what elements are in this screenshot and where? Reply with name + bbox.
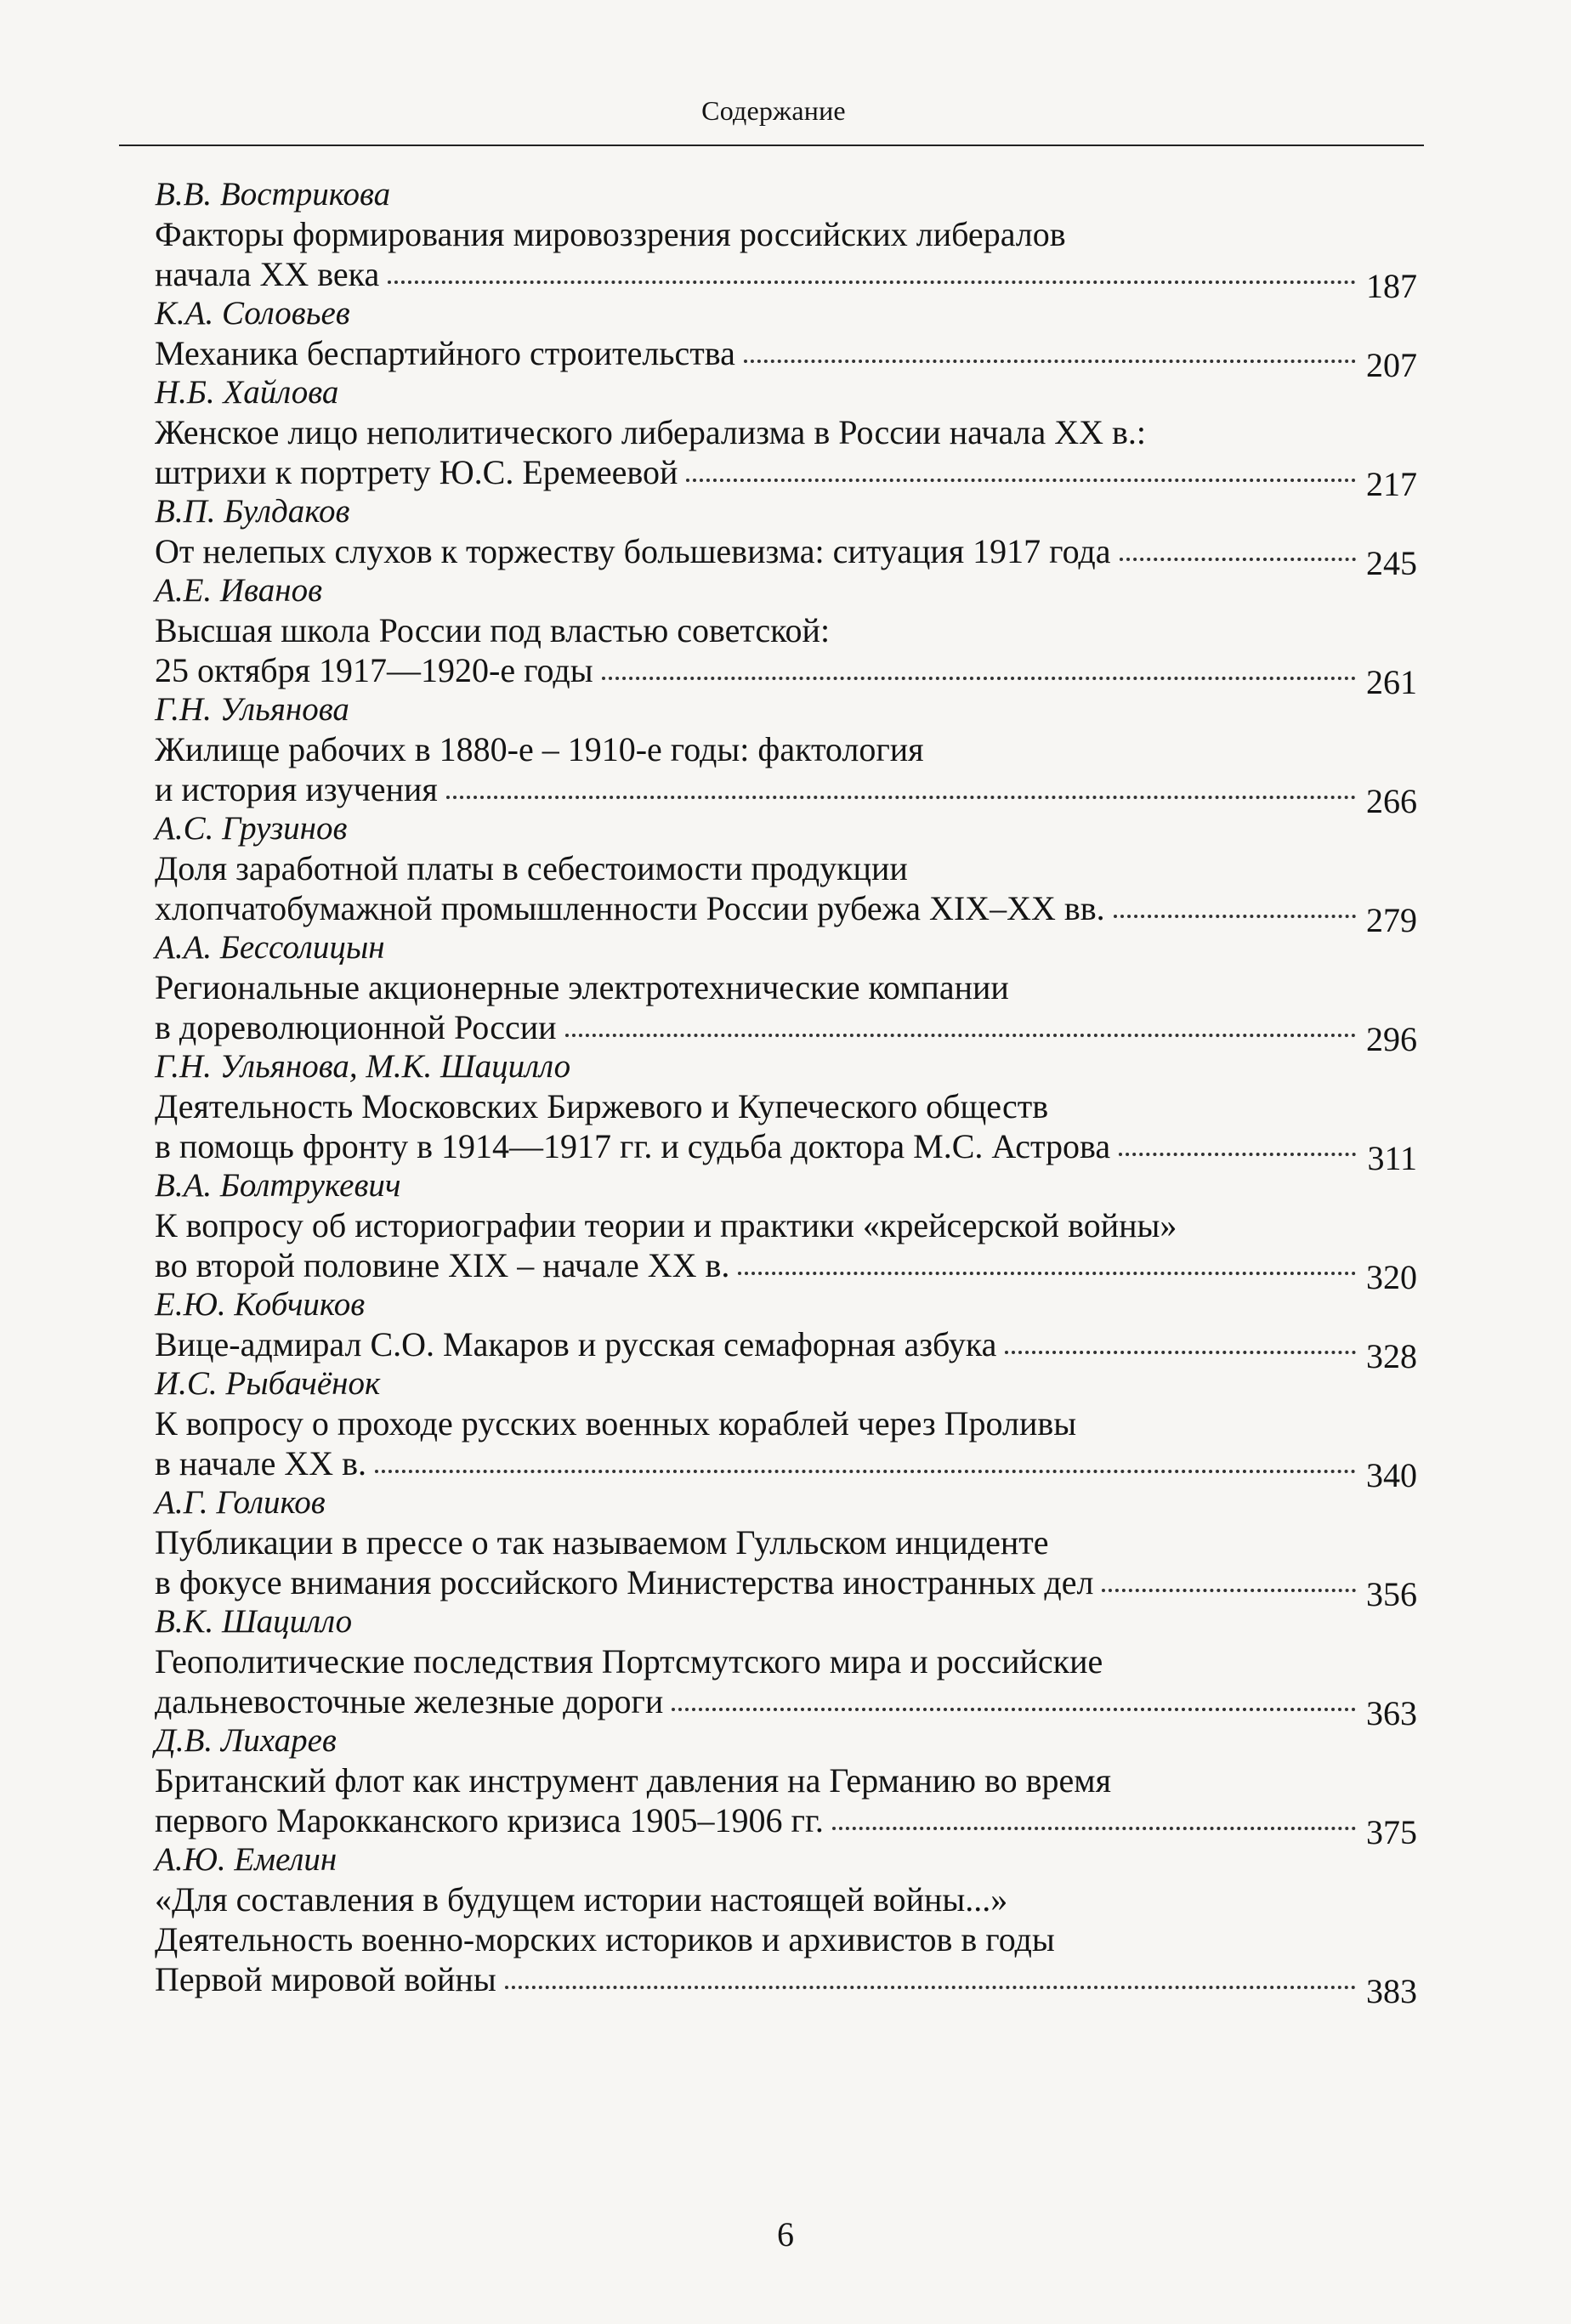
toc-entry-title-line: хлопчатобумажной промышленности России рубежа XIX–XX вв. bbox=[155, 889, 1105, 927]
toc-entry-title-line: К вопросу об историографии теории и практики «крейсерской войны» bbox=[155, 1206, 1177, 1244]
toc-entry-title-line: Женское лицо неполитического либерализма в России начала XX в.: bbox=[155, 413, 1147, 451]
toc-entry bbox=[155, 1285, 1417, 1375]
toc-entry-last-line bbox=[155, 1443, 1417, 1494]
toc-entry bbox=[155, 690, 1417, 820]
toc-entry-author: А.Ю. Емелин bbox=[155, 1841, 337, 1878]
toc-entry-page-ref: 375 bbox=[1366, 1813, 1417, 1851]
toc-entry-last-line bbox=[155, 650, 1417, 701]
toc-entry-last-line bbox=[155, 333, 1417, 384]
toc-entry-author: Е.Ю. Кобчиков bbox=[155, 1286, 366, 1323]
toc-entry-page-ref: 363 bbox=[1366, 1694, 1417, 1732]
toc-entry-last-line bbox=[155, 1007, 1417, 1058]
toc-entry-title-line: Вице-адмирал С.О. Макаров и русская семафорная азбука bbox=[155, 1325, 997, 1363]
dot-leader bbox=[1114, 915, 1356, 918]
toc-entry bbox=[155, 571, 1417, 701]
toc-entry-author: К.А. Соловьев bbox=[155, 295, 350, 332]
toc-entry-page-ref: 328 bbox=[1366, 1337, 1417, 1375]
toc-entry-page-ref: 383 bbox=[1366, 1972, 1417, 2010]
toc-entry-page-ref: 279 bbox=[1366, 901, 1417, 939]
toc-entry-page-ref: 217 bbox=[1366, 465, 1417, 503]
toc-entry bbox=[155, 1483, 1417, 1613]
toc-entry-title-line: Британский флот как инструмент давления на Германию во время bbox=[155, 1761, 1112, 1800]
toc-entry-last-line bbox=[155, 1562, 1417, 1613]
toc-entry-last-line bbox=[155, 1800, 1417, 1851]
toc-entry bbox=[155, 928, 1417, 1058]
toc-entry-author: А.С. Грузинов bbox=[155, 810, 348, 847]
toc-entry bbox=[155, 1602, 1417, 1732]
toc-entry-author: А.Г. Голиков bbox=[155, 1484, 326, 1521]
toc-entry-title-line: в начале XX в. bbox=[155, 1444, 367, 1482]
toc-entry-title-line: Региональные акционерные электротехнические компании bbox=[155, 968, 1009, 1006]
toc-entry-author: Г.Н. Ульянова, М.К. Шацилло bbox=[155, 1048, 571, 1085]
toc-entry-author: А.Е. Иванов bbox=[155, 572, 322, 609]
toc-entry-title-line: К вопросу о проходе русских военных кораблей через Проливы bbox=[155, 1404, 1077, 1443]
toc-entry-title-line: в фокусе внимания российского Министерства иностранных дел bbox=[155, 1563, 1094, 1601]
dot-leader bbox=[832, 1827, 1356, 1830]
toc-entry-last-line bbox=[155, 1126, 1417, 1177]
toc-entry-page-ref: 340 bbox=[1366, 1456, 1417, 1494]
toc-entry-title-line: Факторы формирования мировоззрения российских либералов bbox=[155, 215, 1066, 253]
toc-entry-title-line: Доля заработной платы в себестоимости продукции bbox=[155, 849, 908, 887]
toc-entry-last-line bbox=[155, 769, 1417, 820]
toc-entry-title-line: Жилище рабочих в 1880-е – 1910-е годы: фактология bbox=[155, 730, 924, 768]
dot-leader bbox=[672, 1708, 1356, 1711]
dot-leader bbox=[375, 1470, 1356, 1473]
toc-entry-title-line: Первой мировой войны bbox=[155, 1960, 496, 1998]
toc-entry bbox=[155, 373, 1417, 503]
toc-entry-page-ref: 320 bbox=[1366, 1258, 1417, 1296]
toc-entry-title-line: «Для составления в будущем истории настоящей войны...» bbox=[155, 1880, 1008, 1919]
toc-entry bbox=[155, 1047, 1417, 1177]
toc-entry-author: В.А. Болтрукевич bbox=[155, 1167, 401, 1204]
toc-entry-author: В.К. Шацилло bbox=[155, 1603, 353, 1640]
toc-entry-author: А.А. Бессолицын bbox=[155, 929, 385, 966]
running-head-title: Содержание bbox=[701, 95, 846, 126]
toc-entry bbox=[155, 1721, 1417, 1851]
dot-leader bbox=[602, 677, 1356, 680]
toc-entry-page-ref: 261 bbox=[1366, 663, 1417, 701]
toc-entry-author: И.С. Рыбачёнок bbox=[155, 1365, 381, 1402]
header-rule bbox=[119, 145, 1424, 146]
toc-entry-page-ref: 187 bbox=[1366, 267, 1417, 305]
toc-entry-title-line: штрихи к портрету Ю.С. Еремеевой bbox=[155, 453, 678, 491]
toc-entry bbox=[155, 1166, 1417, 1296]
toc-entry-page-ref: 296 bbox=[1366, 1020, 1417, 1058]
dot-leader bbox=[686, 479, 1356, 482]
toc-entry-title-line: Высшая школа России под властью советской: bbox=[155, 611, 831, 649]
toc-entry bbox=[155, 294, 1417, 384]
dot-leader bbox=[1120, 558, 1356, 561]
toc-entry-title-line: Публикации в прессе о так называемом Гулльском инциденте bbox=[155, 1523, 1049, 1562]
toc-entry-title-line: начала XX века bbox=[155, 255, 380, 293]
toc-entry-last-line bbox=[155, 888, 1417, 939]
toc-entry-page-ref: 356 bbox=[1366, 1575, 1417, 1613]
toc-entry-author: Д.В. Лихарев bbox=[155, 1722, 337, 1759]
toc-entry-author: В.П. Булдаков bbox=[155, 493, 350, 530]
toc-entry-last-line bbox=[155, 1959, 1417, 2010]
dot-leader bbox=[565, 1034, 1356, 1037]
toc-entry-author: В.В. Вострикова bbox=[155, 176, 391, 213]
toc-entry-title-line: и история изучения bbox=[155, 770, 438, 808]
toc-entry-last-line bbox=[155, 452, 1417, 503]
page-number: 6 bbox=[777, 2215, 794, 2253]
toc-entry-title-line: в дореволюционной России bbox=[155, 1008, 557, 1046]
table-of-contents bbox=[155, 175, 1417, 2010]
toc-entry-page-ref: 266 bbox=[1366, 782, 1417, 820]
dot-leader bbox=[1005, 1351, 1356, 1354]
toc-entry-title-line: Деятельность Московских Биржевого и Купеческого обществ bbox=[155, 1087, 1049, 1125]
toc-entry bbox=[155, 1364, 1417, 1494]
toc-entry-author: Г.Н. Ульянова bbox=[155, 691, 349, 728]
toc-entry-last-line bbox=[155, 1245, 1417, 1296]
dot-leader bbox=[1119, 1153, 1356, 1156]
toc-entry bbox=[155, 175, 1417, 305]
toc-entry-title-line: дальневосточные железные дороги bbox=[155, 1682, 664, 1720]
toc-entry-last-line bbox=[155, 254, 1417, 305]
toc-entry-last-line bbox=[155, 1681, 1417, 1732]
toc-entry-title-line: Деятельность военно-морских историков и архивистов в годы bbox=[155, 1920, 1055, 1958]
toc-entry-page-ref: 245 bbox=[1366, 544, 1417, 582]
dot-leader bbox=[388, 281, 1356, 284]
toc-entry-title-line: во второй половине XIX – начале XX в. bbox=[155, 1246, 730, 1284]
toc-entry-author: Н.Б. Хайлова bbox=[155, 374, 339, 411]
toc-entry-title-line: в помощь фронту в 1914—1917 гг. и судьба доктора М.С. Астрова bbox=[155, 1127, 1111, 1165]
toc-entry-title-line: Геополитические последствия Портсмутского мира и российские bbox=[155, 1642, 1103, 1681]
dot-leader bbox=[1102, 1589, 1356, 1592]
toc-entry-title-line: От нелепых слухов к торжеству большевизма: ситуация 1917 года bbox=[155, 532, 1111, 570]
toc-entry bbox=[155, 492, 1417, 582]
dot-leader bbox=[446, 796, 1356, 799]
toc-entry-page-ref: 207 bbox=[1366, 346, 1417, 384]
toc-entry-page-ref: 311 bbox=[1367, 1139, 1417, 1177]
toc-entry bbox=[155, 1840, 1417, 2010]
toc-entry-last-line bbox=[155, 531, 1417, 582]
toc-entry bbox=[155, 809, 1417, 939]
dot-leader bbox=[505, 1986, 1356, 1989]
dot-leader bbox=[744, 360, 1356, 363]
toc-entry-last-line bbox=[155, 1324, 1417, 1375]
toc-entry-title-line: 25 октября 1917—1920-е годы bbox=[155, 651, 593, 689]
dot-leader bbox=[738, 1272, 1356, 1275]
toc-entry-title-line: Механика беспартийного строительства bbox=[155, 334, 735, 372]
toc-entry-title-line: первого Марокканского кризиса 1905–1906 гг. bbox=[155, 1801, 824, 1839]
